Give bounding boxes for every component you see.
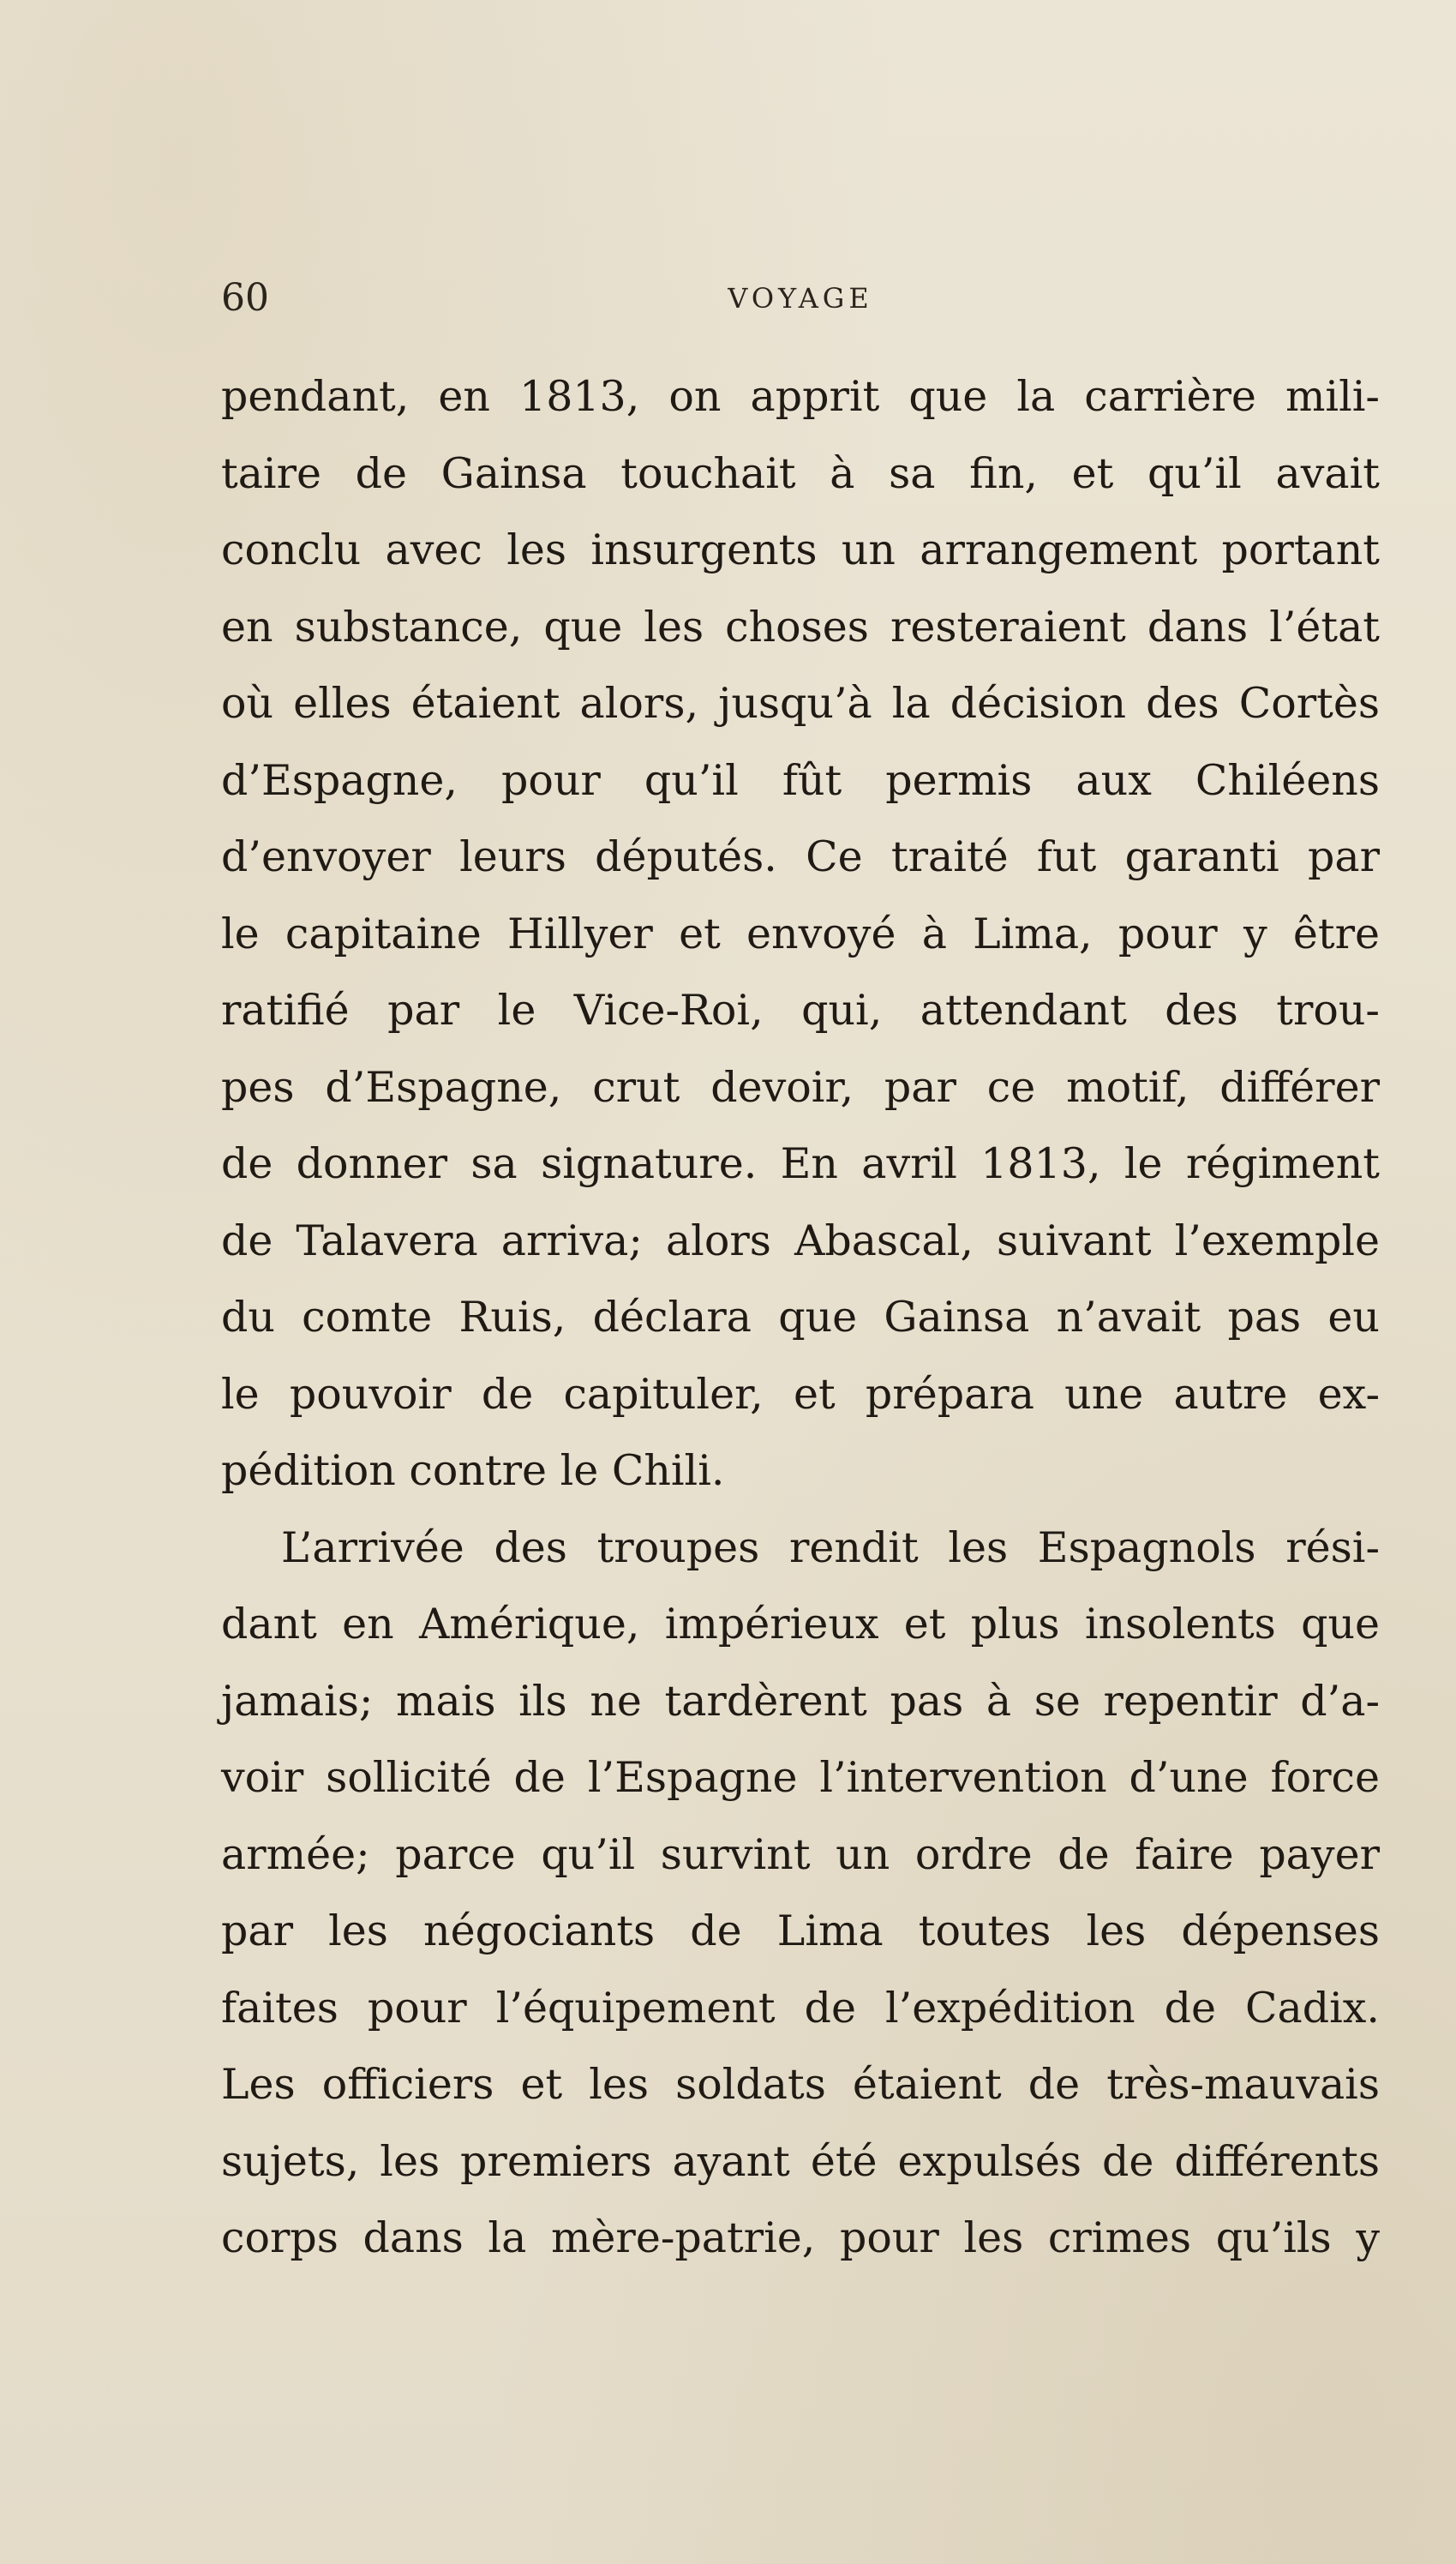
text-line: pendant, en 1813, on apprit que la carrière mili- [221, 372, 1380, 421]
text-line: voir sollicité de l’Espagne l’intervention d’une force [221, 1753, 1380, 1802]
text-line: d’envoyer leurs députés. Ce traité fut garanti par [221, 832, 1380, 881]
paragraph-start-line: L’arrivée des troupes rendit les Espagnols rési- [281, 1522, 1380, 1572]
text-line: dant en Amérique, impérieux et plus insolents que [221, 1600, 1380, 1648]
text-line: par les négociants de Lima toutes les dépenses [221, 1906, 1380, 1955]
text-line: Les officiers et les soldats étaient de très-mauvais [221, 2060, 1380, 2109]
text-line: jamais; mais ils ne tardèrent pas à se repentir d’a- [221, 1676, 1380, 1726]
running-title: VOYAGE [728, 282, 873, 315]
text-line: conclu avec les insurgents un arrangement portant [221, 525, 1380, 574]
text-line: le pouvoir de capituler, et prépara une autre ex- [221, 1369, 1380, 1419]
text-line: taire de Gainsa touchait à sa fin, et qu’il avait [221, 448, 1380, 498]
text-line: ratifié par le Vice-Roi, qui, attendant des trou- [221, 986, 1380, 1035]
text-line: faites pour l’équipement de l’expédition de Cadix. [221, 1983, 1380, 2033]
text-line: en substance, que les choses resteraient dans l’état [221, 602, 1380, 652]
text-line: du comte Ruis, déclara que Gainsa n’avait pas eu [221, 1293, 1380, 1342]
text-line: pes d’Espagne, crut devoir, par ce motif, différer [221, 1062, 1380, 1112]
text-line: d’Espagne, pour qu’il fût permis aux Chiléens [221, 755, 1380, 805]
text-line: le capitaine Hillyer et envoyé à Lima, pour y être [221, 909, 1380, 958]
text-line: sujets, les premiers ayant été expulsés de différents [221, 2136, 1380, 2186]
text-line: de Talavera arriva; alors Abascal, suivant l’exemple [221, 1216, 1380, 1265]
paragraph-end-line: pédition contre le Chili. [221, 1446, 725, 1495]
page-number: 60 [221, 276, 269, 320]
text-line: de donner sa signature. En avril 1813, le régiment [221, 1139, 1380, 1188]
text-line: où elles étaient alors, jusqu’à la décision des Cortès [221, 679, 1380, 728]
running-head [221, 273, 1380, 324]
body-text [221, 358, 1380, 2277]
text-line: corps dans la mère-patrie, pour les crimes qu’ils y [221, 2213, 1380, 2262]
text-line: armée; parce qu’il survint un ordre de faire payer [221, 1829, 1380, 1879]
